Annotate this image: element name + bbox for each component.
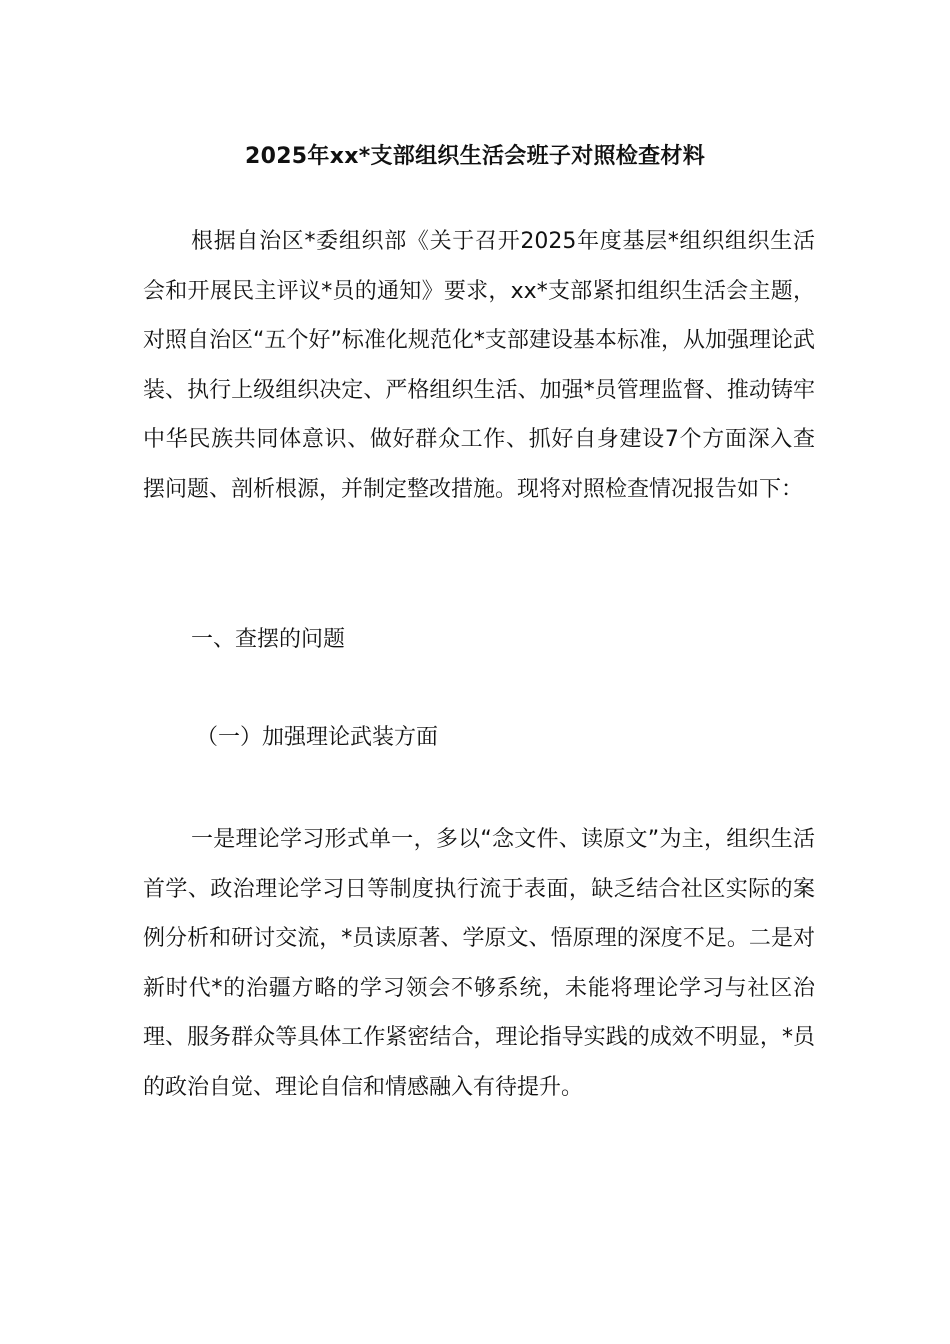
subsection-heading: （一）加强理论武装方面 [196, 725, 439, 750]
section-heading: 一、查摆的问题 [191, 627, 346, 652]
document-title: 2025年xx*支部组织生活会班子对照检查材料 [244, 143, 706, 169]
problem-paragraph: 一是理论学习形式单一，多以“念文件、读原文”为主，组织生活首学、政治理论学习日等制度执行流于表面，缺乏结合社区实际的案例分析和研讨交流，*员读原著、学原文、悟原理的深度不足。二是对新时代*的治疆方略的学习领会不够系统，未能将理论学习与社区治理、服务群众等具体工作紧密结合，理论指导实践的成效不明显，*员的政治自觉、理论自信和情感融入有待提升。 [143, 827, 815, 1100]
intro-paragraph: 根据自治区*委组织部《关于召开2025年度基层*组织组织生活会和开展民主评议*员的通知》要求，xx*支部紧扣组织生活会主题，对照自治区“五个好”标准化规范化*支部建设基本标准，从加强理论武装、执行上级组织决定、严格组织生活、加强*员管理监督、推动铸牢中华民族共同体意识、做好群众工作、抓好自身建设7个方面深入查摆问题、剖析根源，并制定整改措施。现将对照检查情况报告如下： [143, 229, 815, 502]
